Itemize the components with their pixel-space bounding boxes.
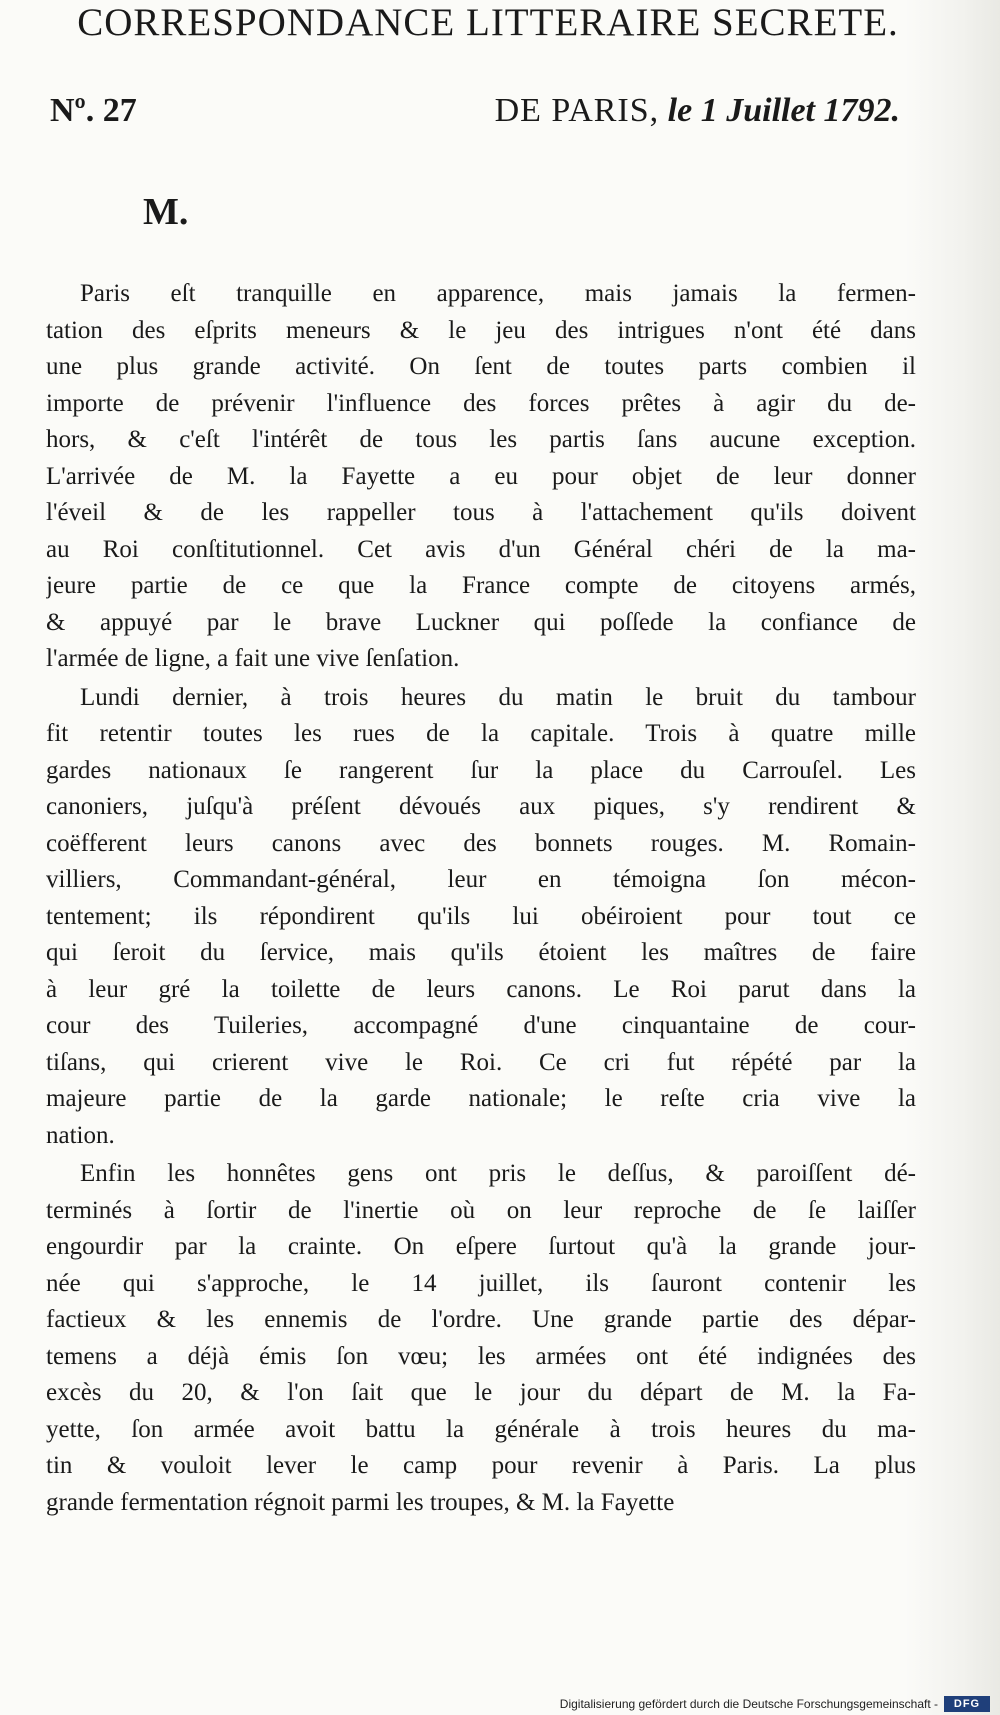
text-line: temens a déjà émis ſon vœu; les armées ont été indignées des xyxy=(46,1342,916,1370)
dfg-logo: DFG xyxy=(944,1696,990,1712)
text-line: Paris eſt tranquille en apparence, mais jamais la fermen- xyxy=(80,280,916,307)
text-line: Lundi dernier, à trois heures du matin le bruit du tambour xyxy=(80,683,916,711)
text-line: tin & vouloit lever le camp pour revenir à Paris. La plus xyxy=(46,1452,916,1479)
text-line: née qui s'approche, le 14 juillet, ils ſauront contenir les xyxy=(46,1269,916,1297)
text-line: tiſans, qui crierent vive le Roi. Ce cri fut répété par la xyxy=(46,1048,916,1076)
dateline xyxy=(495,92,900,130)
text-line: terminés à ſortir de l'inertie où on leur reproche de ſe laiſſer xyxy=(46,1196,916,1224)
text-line: engourdir par la crainte. On eſpere ſurtout qu'à la grande jour- xyxy=(46,1233,916,1260)
paragraph xyxy=(46,276,916,678)
text-line: majeure partie de la garde nationale; le reſte cria vive la xyxy=(46,1085,916,1112)
issue-number: Nº. 27 xyxy=(50,92,137,129)
text-line: grande fermentation régnoit parmi les troupes, & M. la Fayette xyxy=(46,1488,675,1516)
text-line: fit retentir toutes les rues de la capitale. Trois à quatre mille xyxy=(46,720,916,747)
paragraph xyxy=(46,1156,916,1521)
text-line: excès du 20, & l'on ſait que le jour du départ de M. la Fa- xyxy=(46,1379,916,1406)
text-line: une plus grande activité. On ſent de toutes parts combien il xyxy=(46,353,916,380)
text-line: qui ſeroit du ſervice, mais qu'ils étoient les maîtres de faire xyxy=(46,939,916,966)
scan-edge-shadow xyxy=(905,0,1000,1715)
text-line: tation des eſprits meneurs & le jeu des intrigues n'ont été dans xyxy=(46,316,916,344)
text-line: L'arrivée de M. la Fayette a eu pour objet de leur donner xyxy=(46,462,916,490)
article-body xyxy=(46,276,916,1521)
text-line: jeure partie de ce que la France compte de citoyens armés, xyxy=(46,572,916,599)
text-line: l'éveil & de les rappeller tous à l'attachement qu'ils doivent xyxy=(46,499,916,526)
paragraph xyxy=(46,680,916,1155)
text-line: yette, ſon armée avoit battu la générale à trois heures du ma- xyxy=(46,1415,916,1443)
text-line: au Roi conſtitutionnel. Cet avis d'un Général chéri de la ma- xyxy=(46,535,916,563)
text-line: coëfferent leurs canons avec des bonnets rouges. M. Romain- xyxy=(46,829,916,857)
issue-line xyxy=(50,92,900,142)
salutation: M. xyxy=(143,191,189,233)
masthead-title: CORRESPONDANCE LITTERAIRE SECRETE. xyxy=(77,1,899,44)
text-line: nation. xyxy=(46,1121,115,1149)
text-line: l'armée de ligne, a fait une vive ſenſation. xyxy=(46,645,460,672)
text-line: & appuyé par le brave Luckner qui poſſede la confiance de xyxy=(46,608,916,636)
digitization-credit: Digitalisierung gefördert durch die Deutsche Forschungsgemeinschaft - xyxy=(559,1697,938,1711)
text-line: cour des Tuileries, accompagné d'une cinquantaine de cour- xyxy=(46,1012,916,1039)
text-line: à leur gré la toilette de leurs canons. Le Roi parut dans la xyxy=(46,975,916,1003)
text-line: tentement; ils répondirent qu'ils lui obéiroient pour tout ce xyxy=(46,902,916,930)
text-line: Enfin les honnêtes gens ont pris le deſſus, & paroiſſent dé- xyxy=(80,1160,916,1187)
text-line: hors, & c'eſt l'intérêt de tous les partis ſans aucune exception. xyxy=(46,426,916,453)
dateline-place: DE PARIS, xyxy=(494,92,660,129)
text-line: importe de prévenir l'influence des forces prêtes à agir du de- xyxy=(46,389,916,417)
text-line: villiers, Commandant-général, leur en témoigna ſon mécon- xyxy=(46,866,916,893)
text-line: gardes nationaux ſe rangerent ſur la place du Carrouſel. Les xyxy=(46,756,916,784)
text-line: factieux & les ennemis de l'ordre. Une grande partie des dépar- xyxy=(46,1306,916,1333)
dateline-date: le 1 Juillet 1792. xyxy=(667,92,900,129)
text-line: canoniers, juſqu'à préſent dévoués aux piques, s'y rendirent & xyxy=(46,793,916,820)
